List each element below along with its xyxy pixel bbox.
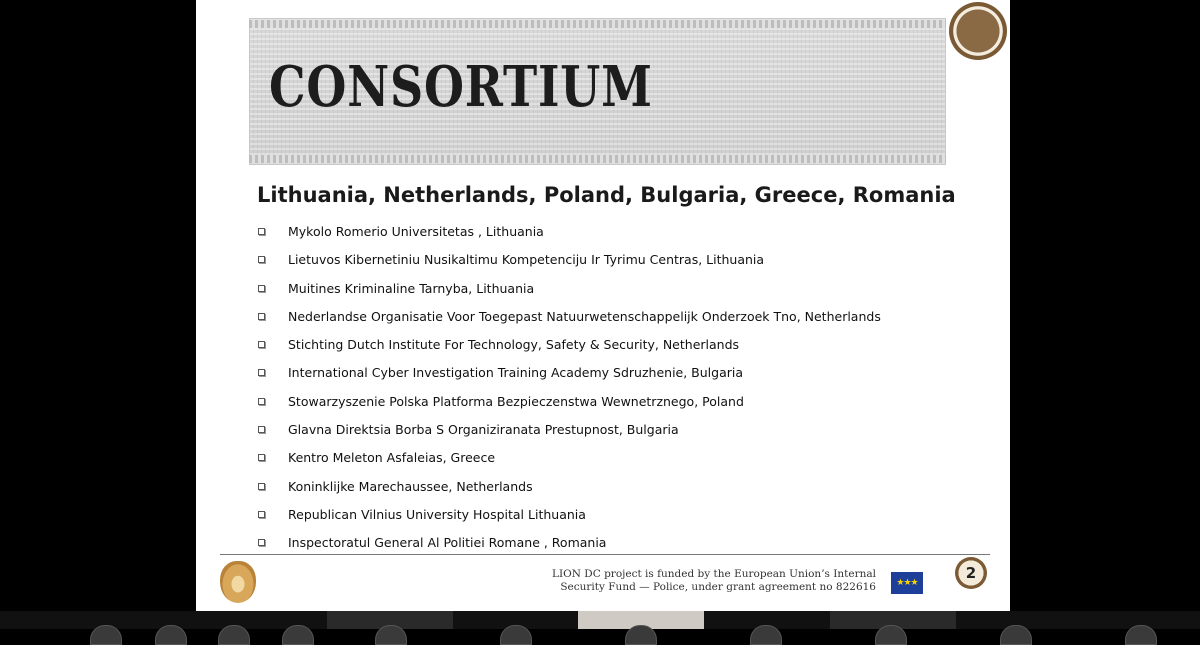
title-banner [249, 18, 946, 165]
square-bullet-icon [258, 483, 265, 490]
square-bullet-icon [258, 539, 265, 546]
square-bullet-icon [258, 228, 265, 235]
participant-avatar[interactable] [1125, 625, 1157, 645]
participant-avatar[interactable] [1000, 625, 1032, 645]
funding-line-2: Security Fund — Police, under grant agreement no 822616 [560, 581, 876, 593]
square-bullet-icon [258, 369, 265, 376]
list-item-text: Lietuvos Kibernetiniu Nusikaltimu Kompetenciju Ir Tyrimu Centras, Lithuania [288, 252, 765, 268]
participant-avatar[interactable] [282, 625, 314, 645]
square-bullet-icon [258, 454, 265, 461]
slide-heading: Lithuania, Netherlands, Poland, Bulgaria, Greece, Romania [257, 183, 956, 207]
square-bullet-icon [258, 313, 265, 320]
participant-avatar[interactable] [500, 625, 532, 645]
list-item-text: International Cyber Investigation Training Academy Sdruzhenie, Bulgaria [288, 365, 744, 381]
list-item-text: Stichting Dutch Institute For Technology, Safety & Security, Netherlands [288, 337, 740, 353]
square-bullet-icon [258, 341, 265, 348]
presentation-slide [196, 0, 1010, 611]
list-item-text: Kentro Meleton Asfaleias, Greece [288, 450, 496, 466]
eu-flag-icon: ★★★ [891, 572, 923, 594]
square-bullet-icon [258, 511, 265, 518]
list-item-text: Nederlandse Organisatie Voor Toegepast Natuurwetenschappelijk Onderzoek Tno, Netherlands [288, 308, 881, 324]
page-number: 2 [955, 557, 987, 589]
lion-logo-icon [220, 561, 256, 603]
seal-icon [949, 2, 1007, 60]
participant-avatar[interactable] [625, 625, 657, 645]
participant-strip [0, 611, 1200, 629]
list-item-text: Koninklijke Marechaussee, Netherlands [288, 478, 533, 494]
square-bullet-icon [258, 398, 265, 405]
list-item-text: Muitines Kriminaline Tarnyba, Lithuania [288, 280, 535, 296]
participant-avatar[interactable] [90, 625, 122, 645]
footer-divider [220, 554, 990, 555]
square-bullet-icon [258, 285, 265, 292]
list-item-text: Glavna Direktsia Borba S Organiziranata Prestupnost, Bulgaria [288, 422, 679, 438]
square-bullet-icon [258, 256, 265, 263]
funding-line-1: LION DC project is funded by the European Union’s Internal [552, 568, 876, 580]
participant-avatar[interactable] [375, 625, 407, 645]
list-item-text: Stowarzyszenie Polska Platforma Bezpieczenstwa Wewnetrznego, Poland [288, 393, 744, 409]
participant-avatar[interactable] [155, 625, 187, 645]
list-item-text: Inspectoratul General Al Politiei Romane , Romania [288, 535, 607, 551]
square-bullet-icon [258, 426, 265, 433]
participant-avatar[interactable] [750, 625, 782, 645]
funding-notice [496, 568, 876, 594]
list-item-text: Republican Vilnius University Hospital Lithuania [288, 506, 586, 522]
slide-title: CONSORTIUM [269, 54, 653, 120]
list-item-text: Mykolo Romerio Universitetas , Lithuania [288, 224, 544, 239]
participant-avatar[interactable] [218, 625, 250, 645]
participant-avatar[interactable] [875, 625, 907, 645]
